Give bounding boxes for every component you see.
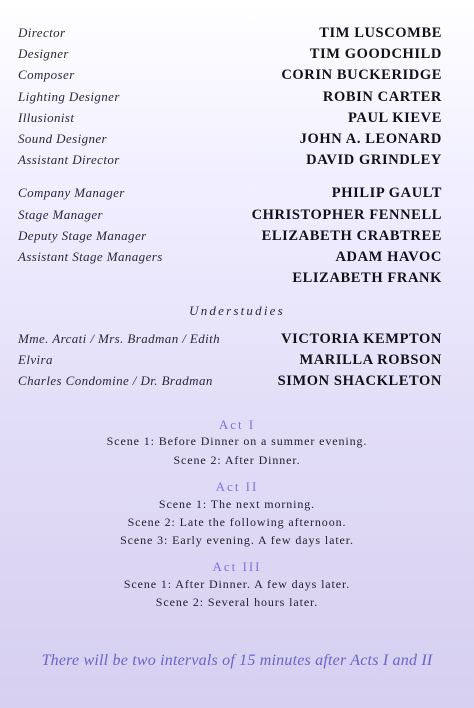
- credit-row: [18, 228, 442, 248]
- understudy-role: Charles Condomine / Dr. Bradman: [18, 373, 213, 388]
- credit-name: TIM LUSCOMBE: [319, 25, 442, 41]
- credit-name: ELIZABETH CRABTREE: [261, 228, 442, 244]
- credit-row: [18, 270, 442, 290]
- scene-line: Scene 2: After Dinner.: [173, 453, 301, 467]
- credit-row: [18, 249, 442, 269]
- understudy-row: [18, 373, 442, 393]
- credit-row: [18, 25, 442, 45]
- credit-name: PHILIP GAULT: [331, 185, 442, 201]
- credit-name: CHRISTOPHER FENNELL: [251, 207, 442, 223]
- understudy-name: VICTORIA KEMPTON: [281, 331, 442, 347]
- credit-name: ELIZABETH FRANK: [292, 270, 442, 286]
- credit-name: CORIN BUCKERIDGE: [281, 67, 442, 83]
- credit-role: Deputy Stage Manager: [18, 228, 147, 243]
- scene-line: Scene 2: Late the following afternoon.: [127, 515, 347, 529]
- credit-row: [18, 152, 442, 172]
- credit-name: DAVID GRINDLEY: [306, 152, 442, 168]
- credit-role: Assistant Stage Managers: [18, 249, 163, 264]
- credit-name: PAUL KIEVE: [348, 110, 442, 126]
- credit-row: [18, 67, 442, 87]
- credit-row: [18, 207, 442, 227]
- act-title: Act II: [215, 479, 259, 494]
- credit-name: ADAM HAVOC: [335, 249, 442, 265]
- credit-row: [18, 46, 442, 66]
- credit-role: Lighting Designer: [18, 89, 120, 104]
- understudy-name: SIMON SHACKLETON: [277, 373, 442, 389]
- credit-row: [18, 131, 442, 151]
- credit-role: Assistant Director: [18, 152, 120, 167]
- credit-row: [18, 89, 442, 109]
- scene-line: Scene 1: After Dinner. A few days later.: [123, 577, 351, 591]
- credit-name: ROBIN CARTER: [322, 89, 442, 105]
- credit-role: Company Manager: [18, 185, 125, 200]
- credit-role: Designer: [18, 46, 69, 61]
- credit-role: Director: [18, 25, 66, 40]
- understudy-role: Mme. Arcati / Mrs. Bradman / Edith: [18, 331, 221, 346]
- understudy-name: MARILLA ROBSON: [299, 352, 442, 368]
- intervals-note: There will be two intervals of 15 minutes after Acts I and II: [41, 652, 433, 669]
- understudies-heading: Understudies: [189, 303, 285, 318]
- credit-name: TIM GOODCHILD: [309, 46, 442, 62]
- understudy-row: [18, 331, 442, 351]
- scene-line: Scene 1: The next morning.: [158, 497, 316, 511]
- act-title: Act III: [212, 559, 262, 574]
- understudy-role: Elvira: [18, 352, 53, 367]
- act-title: Act I: [218, 417, 256, 432]
- credit-name: JOHN A. LEONARD: [299, 131, 442, 147]
- credit-row: [18, 185, 442, 205]
- scene-line: Scene 1: Before Dinner on a summer evening.: [106, 434, 368, 448]
- credit-role: Composer: [18, 67, 75, 82]
- credit-row: [18, 110, 442, 130]
- credit-role: Illusionist: [18, 110, 75, 125]
- credit-role: Stage Manager: [18, 207, 103, 222]
- scene-line: Scene 2: Several hours later.: [155, 595, 319, 609]
- credit-role: Sound Designer: [18, 131, 108, 146]
- understudy-row: [18, 352, 442, 372]
- scene-line: Scene 3: Early evening. A few days later.: [120, 533, 354, 547]
